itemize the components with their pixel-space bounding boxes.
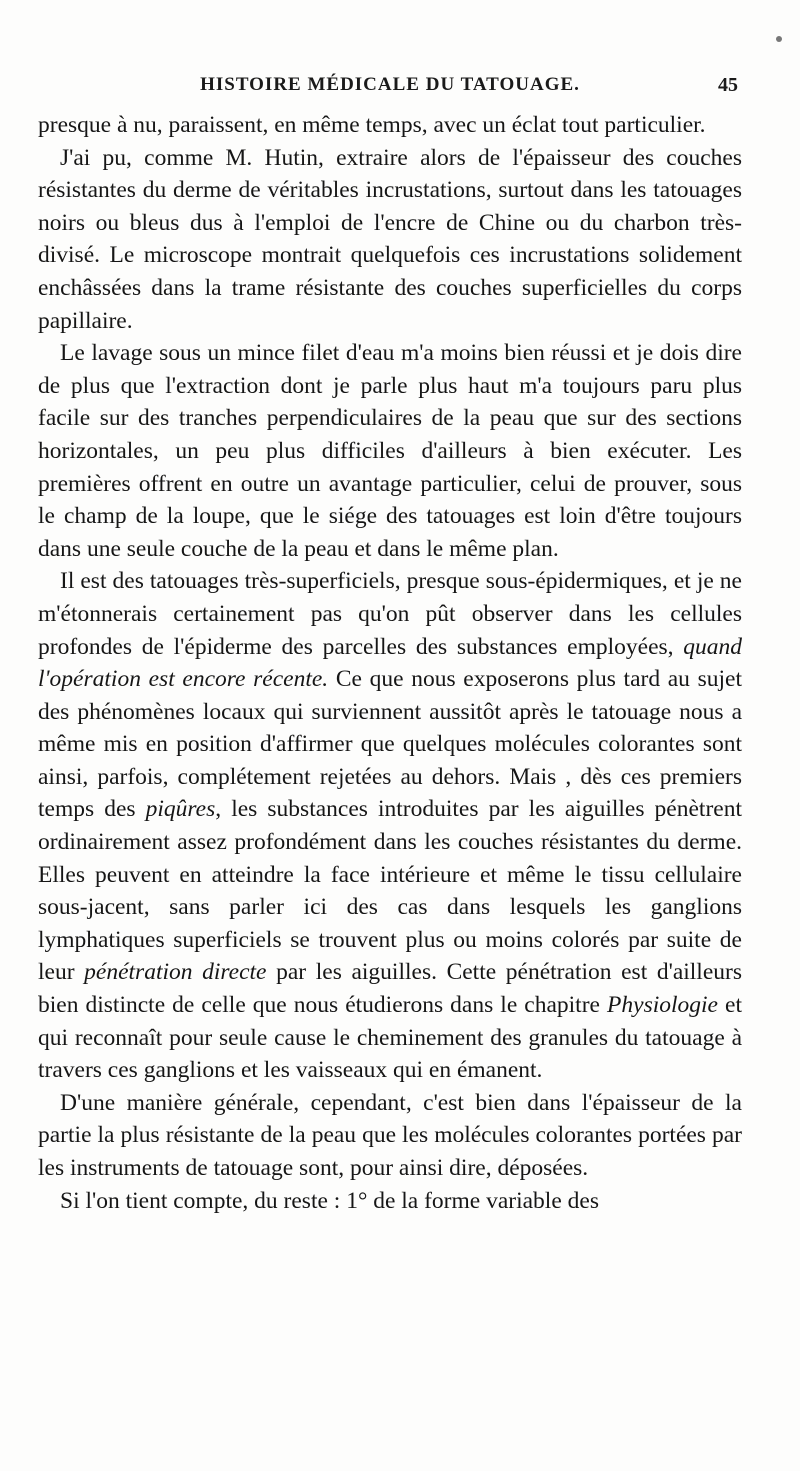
paragraph-4	[38, 565, 742, 1087]
paragraph-1: presque à nu, paraissent, en même temps, avec un éclat tout particulier.	[38, 112, 706, 138]
text-span: et qui reconnaît pour seule cause le cheminement des granules du tatouage à travers ces ganglions et les vaisseaux qui en émanent.	[38, 992, 742, 1084]
paragraph-5: D'une manière générale, cependant, c'est bien dans l'épaisseur de la partie la plus résistante de la peau que les molécules colorantes portées par les instruments de tatouage sont, pour ainsi dire, déposées.	[38, 1089, 742, 1181]
italic-word: Physiologie	[607, 992, 718, 1019]
running-title: HISTOIRE MÉDICALE DU TATOUAGE.	[200, 74, 580, 95]
paragraph-2: J'ai pu, comme M. Hutin, extraire alors de l'épaisseur des couches résistantes du derme de véritables incrustations, surtout dans les tatouages noirs ou bleus dus à l'emploi de l'encre de Chine ou du charbon très-divisé. Le microscope montrait quelquefois ces incrustations solidement enchâssées dans la trame résistante des couches superficielles du corps papillaire.	[38, 144, 742, 334]
paragraph-6: Si l'on tient compte, du reste : 1° de la forme variable des	[60, 1187, 599, 1214]
page-number: 45	[718, 74, 738, 96]
italic-word: piqûres	[145, 796, 216, 823]
paragraph-3: Le lavage sous un mince filet d'eau m'a moins bien réussi et je dois dire de plus que l'extraction dont je parle plus haut m'a toujours paru plus facile sur des tranches perpendiculaires de la peau que sur des sections horizontales, un peu plus difficiles d'ailleurs à bien exécuter. Les premières offrent en outre un avantage particulier, celui de prouver, sous le champ de la loupe, que le siége des tatouages est loin d'être toujours dans une seule couche de la peau et dans le même plan.	[38, 340, 742, 562]
page-speck	[776, 36, 782, 42]
text-span: Il est des tatouages très-superficiels, presque sous-épidermiques, et je ne m'étonnerais certainement pas qu'on pût observer dans les cellules profondes de l'épiderme des parcelles des substances employées,	[38, 568, 742, 660]
text-span: par les aiguilles. Cette pénétration est d'ailleurs bien distincte de celle que nous étudierons dans le chapitre	[38, 959, 742, 1019]
text-span: , les substances introduites par les aiguilles pénètrent ordinairement assez profondément dans les couches résistantes du derme. Elles peuvent en atteindre la face intérieure et même le tissu cellulaire sous-jacent, sans parler ici des cas dans lesquels les ganglions lymphatiques superficiels se trouvent plus ou moins colorés par suite de leur	[38, 796, 742, 986]
page-header	[38, 70, 742, 100]
body-text	[38, 109, 742, 1217]
italic-phrase: quand l'opération est encore récente.	[38, 633, 742, 693]
text-span: Ce que nous exposerons plus tard au sujet des phénomènes locaux qui surviennent aussitôt après le tatouage nous a même mis en position d'affirmer que quelques molécules colorantes sont ainsi, parfois, complétement rejetées au dehors. Mais , dès ces premiers temps des	[38, 666, 742, 823]
italic-phrase: pénétration directe	[84, 959, 267, 986]
